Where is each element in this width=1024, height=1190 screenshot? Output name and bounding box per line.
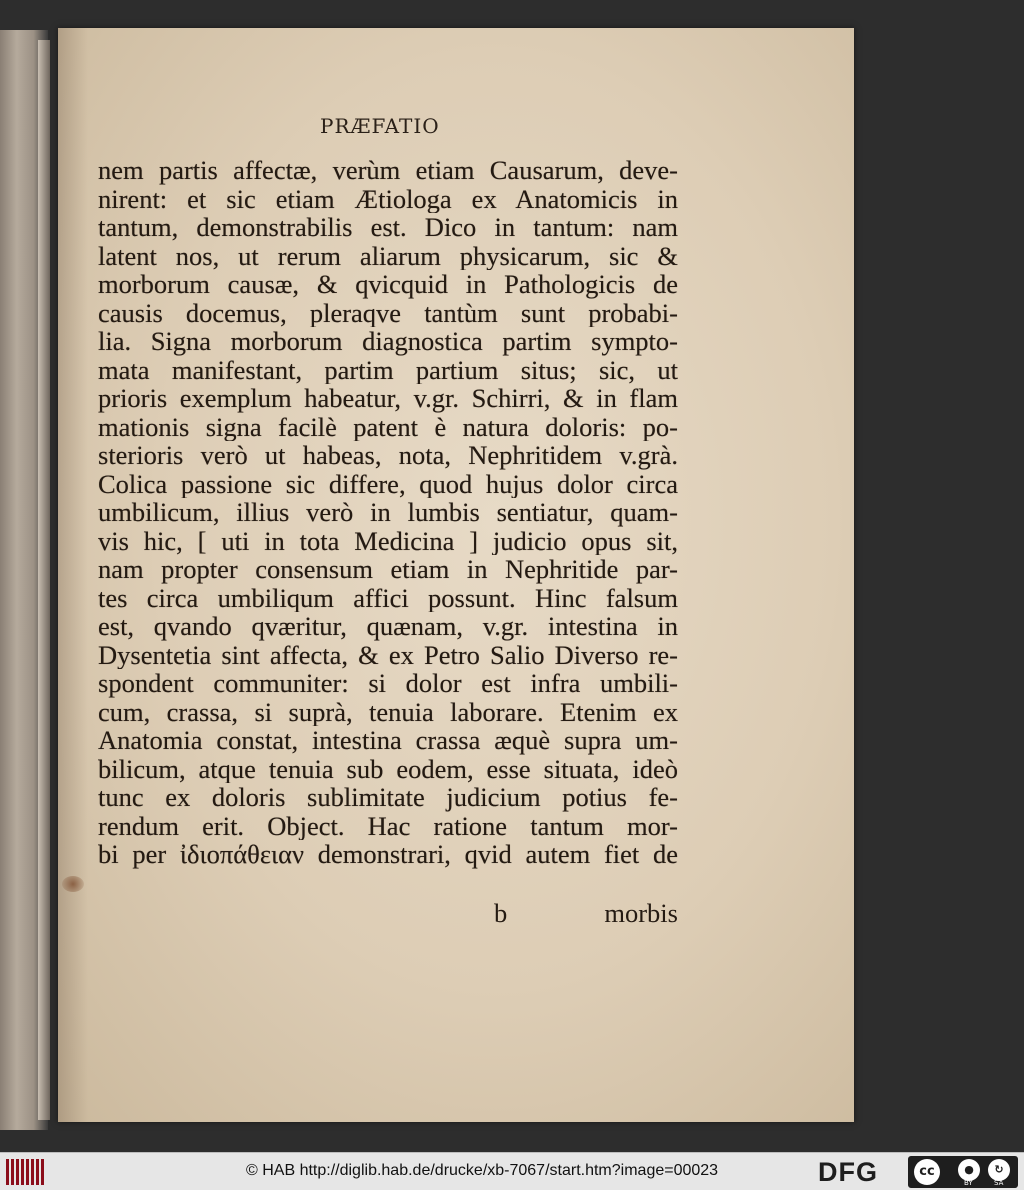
page-fore-edge (38, 40, 50, 1120)
text-line: tunc ex doloris sublimitate judicium potius fe- (98, 783, 678, 812)
viewer-footer (0, 1152, 1024, 1190)
text-line: nam propter consensum etiam in Nephritide par- (98, 555, 678, 584)
dfg-logo[interactable]: DFG (818, 1157, 878, 1187)
text-line: cum, crassa, si suprà, tenuia laborare. Etenim ex (98, 697, 678, 726)
license-badge[interactable] (908, 1156, 1018, 1188)
by-icon: ● (958, 1159, 980, 1181)
barcode-icon (6, 1159, 46, 1185)
source-link[interactable]: © HAB http://diglib.hab.de/drucke/xb-7067/start.htm?image=00023 (246, 1162, 719, 1179)
text-line: prioris exemplum habeatur, v.gr. Schirri, & in flam (98, 384, 678, 413)
catchword: morbis (604, 898, 678, 928)
text-line: vis hic, [ uti in tota Medicina ] judicio opus sit, (98, 526, 678, 555)
text-line: latent nos, ut rerum aliarum physicarum, sic & (98, 241, 678, 270)
text-line: sterioris verò ut habeas, nota, Nephritidem v.grà. (98, 441, 678, 470)
text-line: mationis signa facilè patent è natura doloris: po- (98, 412, 678, 441)
text-line: causis docemus, pleraqve tantùm sunt probabi- (98, 298, 678, 327)
text-line: tantum, demonstrabilis est. Dico in tantum: nam (98, 213, 678, 242)
running-head: PRÆFATIO (320, 114, 440, 138)
cc-icon: cc (914, 1159, 940, 1185)
text-line: rendum erit. Object. Hac ratione tantum mor- (98, 811, 678, 840)
text-line: nem partis affectæ, verùm etiam Causarum, deve- (98, 156, 678, 185)
ink-stain (62, 876, 84, 892)
text-line: tes circa umbiliqum affici possunt. Hinc falsum (98, 583, 678, 612)
text-line: est, qvando qværitur, quænam, v.gr. intestina in (98, 612, 678, 641)
sa-icon: ↻ (988, 1159, 1010, 1181)
text-line: spondent communiter: si dolor est infra umbili- (98, 669, 678, 698)
signature-mark: b (494, 898, 508, 928)
text-line: Colica passione sic differe, quod hujus dolor circa (98, 469, 678, 498)
text-line: nirent: et sic etiam Ætiologa ex Anatomicis in (98, 184, 678, 213)
text-line: Anatomia constat, intestina crassa æquè supra um- (98, 726, 678, 755)
text-line: Dysentetia sint affecta, & ex Petro Salio Diverso re- (98, 640, 678, 669)
text-line: morborum causæ, & qvicquid in Pathologicis de (98, 270, 678, 299)
text-line: lia. Signa morborum diagnostica partim sympto- (98, 327, 678, 356)
text-line: bi per ἰδιοπάθειαν demonstrari, qvid autem fiet de (98, 840, 678, 869)
sa-label: SA (994, 1179, 1004, 1187)
text-line: umbilicum, illius verò in lumbis sentiatur, quam- (98, 498, 678, 527)
by-label: BY (964, 1179, 973, 1187)
text-line: mata manifestant, partim partium situs; sic, ut (98, 355, 678, 384)
body-text (98, 156, 678, 869)
book-page (58, 28, 854, 1122)
text-line: bilicum, atque tenuia sub eodem, esse situata, ideò (98, 754, 678, 783)
